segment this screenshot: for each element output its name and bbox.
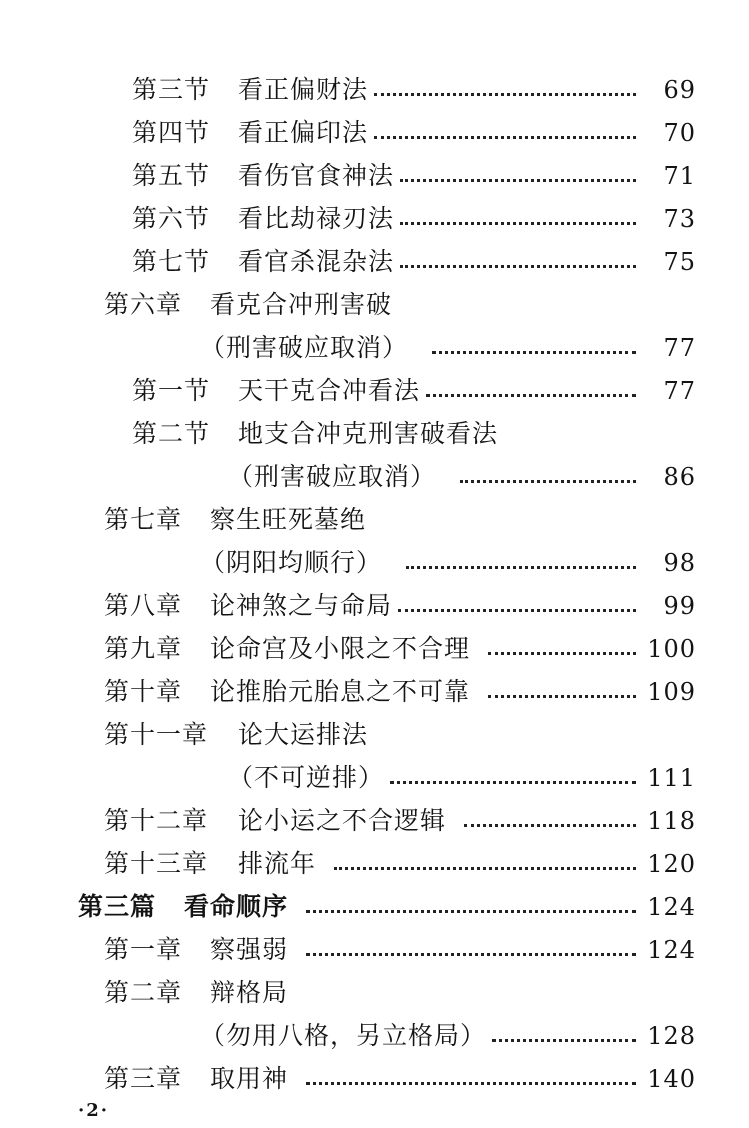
entry-label: 第二节 xyxy=(132,419,211,448)
toc-entry xyxy=(0,586,749,626)
toc-entry xyxy=(0,844,749,884)
entry-label: 第十三章 xyxy=(104,849,209,878)
part-title: 看命顺序 xyxy=(184,892,289,921)
dot-leader xyxy=(374,70,636,110)
dot-leader xyxy=(400,242,636,282)
dot-leader xyxy=(390,758,636,798)
toc-entry xyxy=(0,285,749,325)
dot-leader xyxy=(488,672,636,712)
entry-title: 取用神 xyxy=(210,1064,289,1093)
dot-leader xyxy=(400,199,636,239)
entry-label: 第四节 xyxy=(132,118,211,147)
toc-entry xyxy=(0,500,749,540)
entry-title: 看伤官食神法 xyxy=(238,161,395,190)
entry-page-number: 77 xyxy=(663,334,696,362)
entry-page-number: 98 xyxy=(663,549,696,577)
toc-entry xyxy=(0,629,749,669)
entry-label: 第七节 xyxy=(132,247,211,276)
toc-entry xyxy=(0,672,749,712)
toc-entry xyxy=(0,801,749,841)
entry-title: 察生旺死墓绝 xyxy=(210,505,367,534)
entry-title: 看比劫禄刃法 xyxy=(238,204,395,233)
entry-page-number: 109 xyxy=(647,678,696,706)
entry-label: 第六节 xyxy=(132,204,211,233)
entry-page-number: 120 xyxy=(647,850,696,878)
entry-label: 第六章 xyxy=(104,290,183,319)
entry-title: 排流年 xyxy=(238,849,317,878)
toc-entry-continuation xyxy=(0,1016,749,1056)
toc-entry xyxy=(0,242,749,282)
entry-page-number: 128 xyxy=(647,1022,696,1050)
entry-title: （阴阳均顺行） xyxy=(200,548,383,577)
dot-leader xyxy=(334,844,636,884)
toc-entry xyxy=(0,113,749,153)
dot-leader xyxy=(492,1016,636,1056)
entry-title: 辩格局 xyxy=(210,978,289,1007)
dot-leader xyxy=(306,887,636,927)
entry-page-number: 77 xyxy=(663,377,696,405)
entry-page-number: 69 xyxy=(663,76,696,104)
entry-title: （刑害破应取消） xyxy=(200,333,409,362)
dot-leader xyxy=(398,586,636,626)
entry-page-number: 73 xyxy=(663,205,696,233)
dot-leader xyxy=(464,801,636,841)
dot-leader xyxy=(432,328,636,368)
entry-page-number: 124 xyxy=(647,936,696,964)
entry-title: 察强弱 xyxy=(210,935,289,964)
entry-title: （勿用八格，另立格局） xyxy=(200,1021,487,1050)
toc-entry xyxy=(0,156,749,196)
entry-page-number: 124 xyxy=(647,893,696,921)
entry-title: 论小运之不合逻辑 xyxy=(238,806,447,835)
entry-label: 第五节 xyxy=(132,161,211,190)
part-label: 第三篇 xyxy=(78,892,157,921)
toc-entry-continuation xyxy=(0,328,749,368)
entry-title: 论神煞之与命局 xyxy=(210,591,393,620)
entry-page-number: 100 xyxy=(647,635,696,663)
toc-entry xyxy=(0,70,749,110)
dot-leader xyxy=(406,543,636,583)
entry-label: 第十章 xyxy=(104,677,183,706)
dot-leader xyxy=(426,371,636,411)
entry-label: 第三章 xyxy=(104,1064,183,1093)
page-folio: ·2· xyxy=(78,1100,110,1121)
toc-entry xyxy=(0,930,749,970)
dot-leader xyxy=(306,930,636,970)
dot-leader xyxy=(400,156,636,196)
entry-title: （刑害破应取消） xyxy=(228,462,437,491)
toc-part-entry xyxy=(0,887,749,927)
entry-title: 看正偏印法 xyxy=(238,118,369,147)
dot-leader xyxy=(374,113,636,153)
entry-page-number: 140 xyxy=(647,1065,696,1093)
dot-leader xyxy=(460,457,636,497)
entry-title: （不可逆排） xyxy=(228,763,385,792)
toc-entry-continuation xyxy=(0,457,749,497)
entry-page-number: 71 xyxy=(663,162,696,190)
entry-title: 论命宫及小限之不合理 xyxy=(210,634,471,663)
entry-title: 看官杀混杂法 xyxy=(238,247,395,276)
entry-page-number: 70 xyxy=(663,119,696,147)
toc-entry xyxy=(0,715,749,755)
toc-entry-continuation xyxy=(0,758,749,798)
toc-entry xyxy=(0,414,749,454)
entry-title: 看克合冲刑害破 xyxy=(210,290,393,319)
entry-title: 看正偏财法 xyxy=(238,75,369,104)
entry-label: 第一节 xyxy=(132,376,211,405)
entry-page-number: 86 xyxy=(663,463,696,491)
entry-page-number: 75 xyxy=(663,248,696,276)
dot-leader xyxy=(488,629,636,669)
toc-entry xyxy=(0,973,749,1013)
entry-label: 第一章 xyxy=(104,935,183,964)
entry-label: 第九章 xyxy=(104,634,183,663)
entry-title: 论大运排法 xyxy=(238,720,369,749)
entry-page-number: 99 xyxy=(663,592,696,620)
entry-page-number: 118 xyxy=(647,807,696,835)
entry-label: 第三节 xyxy=(132,75,211,104)
entry-label: 第十二章 xyxy=(104,806,209,835)
toc-entry xyxy=(0,199,749,239)
entry-page-number: 111 xyxy=(647,764,696,792)
entry-label: 第八章 xyxy=(104,591,183,620)
entry-title: 论推胎元胎息之不可靠 xyxy=(210,677,471,706)
entry-title: 天干克合冲看法 xyxy=(238,376,421,405)
toc-entry xyxy=(0,1059,749,1099)
entry-label: 第二章 xyxy=(104,978,183,1007)
entry-title: 地支合冲克刑害破看法 xyxy=(238,419,499,448)
toc-entry xyxy=(0,371,749,411)
entry-label: 第七章 xyxy=(104,505,183,534)
entry-label: 第十一章 xyxy=(104,720,209,749)
dot-leader xyxy=(306,1059,636,1099)
toc-entry-continuation xyxy=(0,543,749,583)
